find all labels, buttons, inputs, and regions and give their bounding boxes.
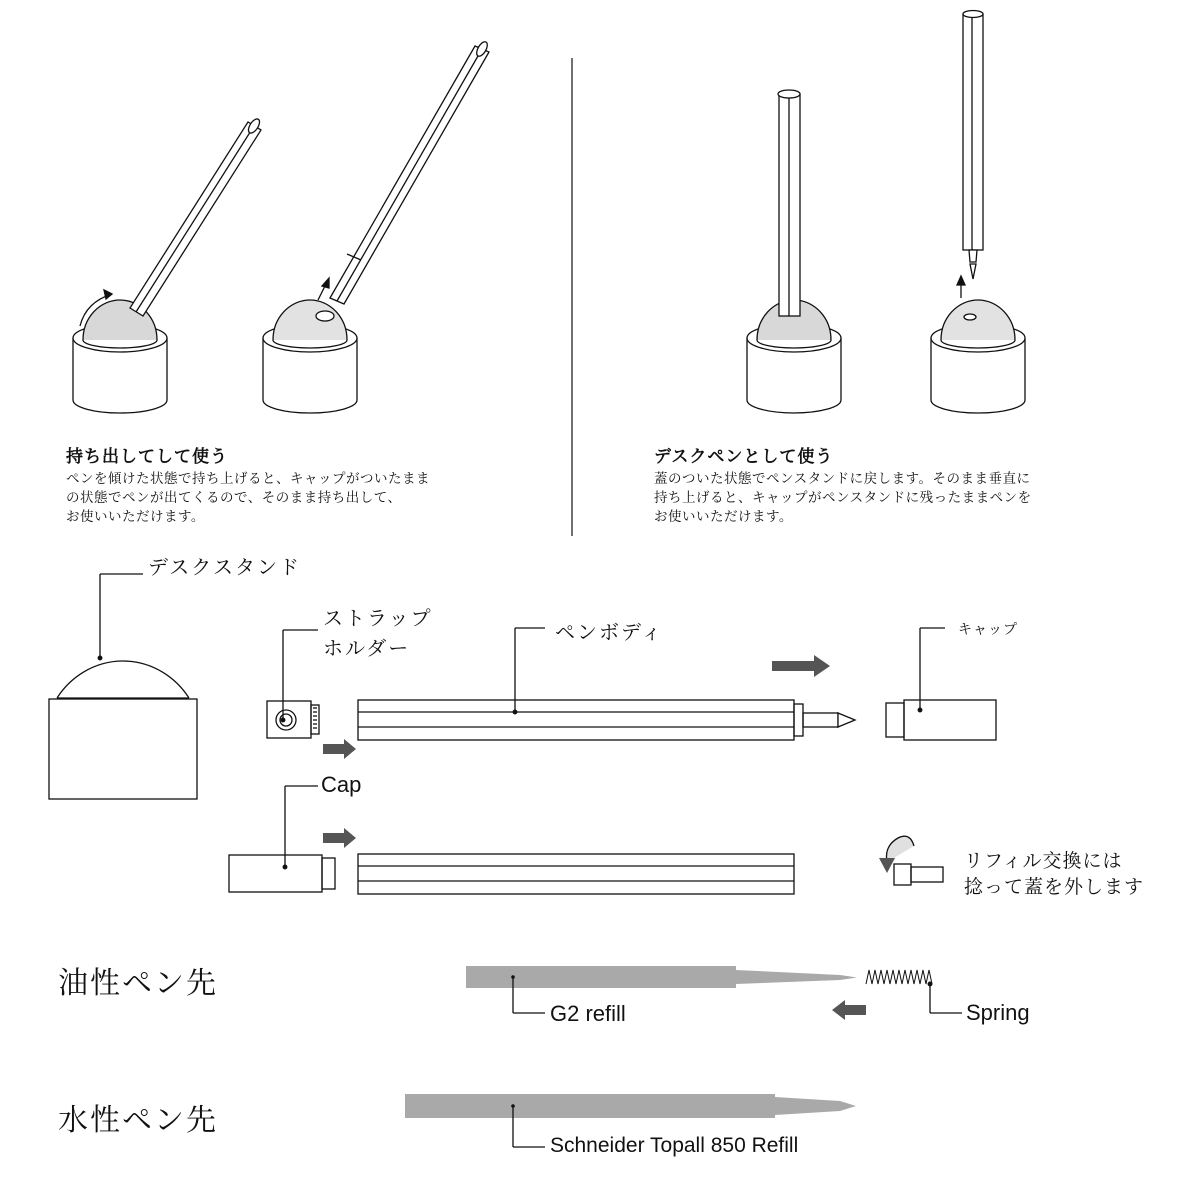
usage-carry-title: 持ち出してして使う [66, 447, 228, 467]
spring-label: Spring [966, 1000, 1030, 1025]
usage-carry-description: ペンを傾けた状態で持ち上げると、キャップがついたまま の状態でペンが出てくるので、そのまま持ち出して、 お使いいただけます。 [66, 471, 430, 525]
usage-desk-description: 蓋のついた状態でペンスタンドに戻します。そのまま垂直に 持ち上げると、キャップがペンスタンドに残ったままペンを お使いいただけます。 [654, 471, 1032, 525]
stand-pen-removed-figure [263, 40, 489, 413]
twist-cap-icon [879, 836, 943, 885]
label-pen-body: ペンボディ [555, 620, 664, 644]
stand-tilted-pen-figure [73, 117, 262, 413]
pen-body-capless-part [358, 854, 794, 894]
oil-ink-label: 油性ペン先 [58, 966, 218, 1001]
arrow-right-icon [772, 655, 830, 677]
schneider-refill-label: Schneider Topall 850 Refill [550, 1134, 799, 1157]
arrow-left-icon [832, 1000, 866, 1020]
strap-holder-part [267, 630, 319, 738]
label-cap-en: Cap [321, 772, 362, 797]
cap-part-left [229, 786, 335, 892]
refill-change-note: リフィル交換には 捻って蓋を外します [964, 850, 1145, 898]
g2-refill-part [466, 966, 857, 1013]
label-desk-stand: デスクスタンド [148, 555, 301, 579]
label-cap-jp: キャップ [958, 622, 1018, 638]
label-strap-holder: ストラップ ホルダー [323, 606, 433, 660]
cap-part-right [886, 628, 996, 740]
spring-part [866, 970, 932, 984]
arrow-right-icon [323, 828, 356, 848]
stand-upright-pen-figure [747, 90, 841, 413]
arrow-right-icon [323, 739, 356, 759]
g2-refill-label: G2 refill [550, 1001, 626, 1026]
water-ink-label: 水性ペン先 [58, 1103, 218, 1138]
stand-pen-lifted-figure [931, 11, 1025, 414]
desk-stand-part [49, 574, 197, 799]
usage-desk-title: デスクペンとして使う [654, 447, 834, 467]
